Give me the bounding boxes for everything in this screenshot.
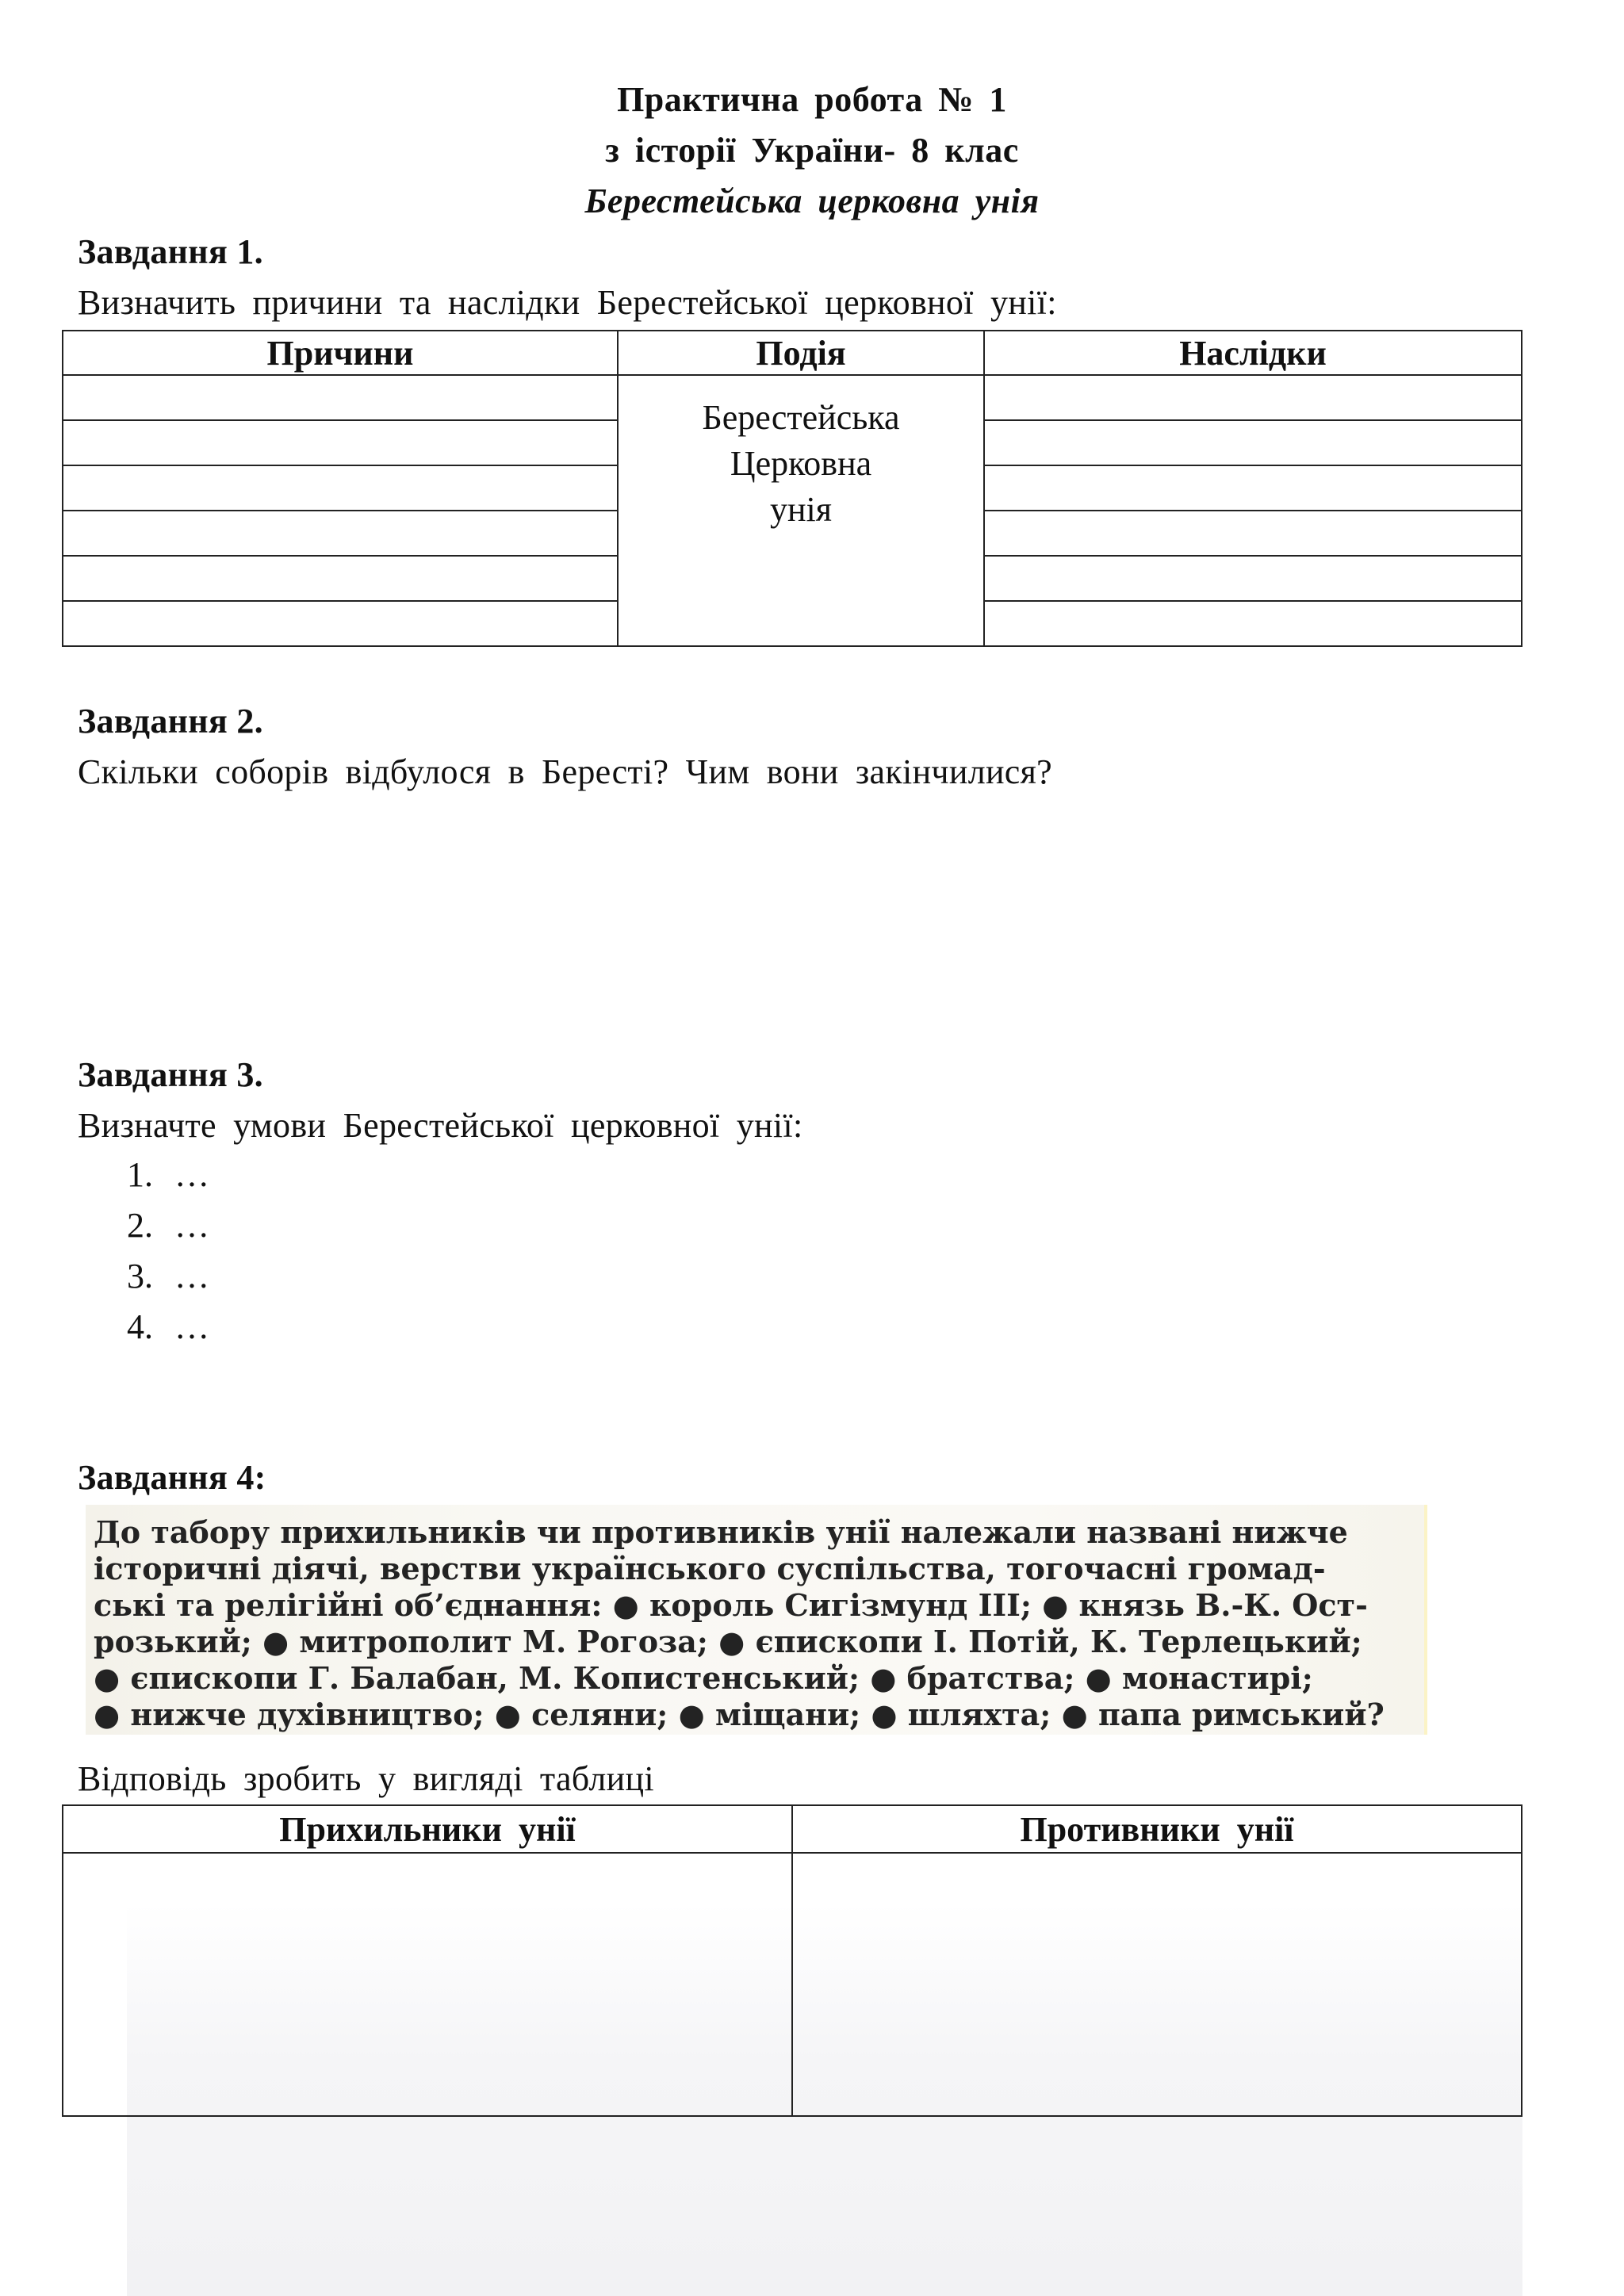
task4-heading: Завдання 4: (78, 1458, 266, 1497)
consequence-cell[interactable] (984, 556, 1522, 601)
supporters-opponents-table (62, 1804, 1522, 2117)
list-item: 3. … (127, 1257, 209, 1295)
list-item: 1. … (127, 1155, 209, 1194)
event-line: Берестейська (702, 398, 900, 437)
consequence-cell[interactable] (984, 420, 1522, 465)
task1-heading: Завдання 1. (78, 232, 263, 271)
event-line: унія (769, 490, 832, 529)
title-line-1: Практична робота № 1 (617, 80, 1007, 119)
excerpt-line: ● єпископи Г. Балабан, М. Копистенський; ● братства; ● монастирі; (94, 1660, 1313, 1696)
task3-prompt: Визначте умови Берестейської церковної унії: (78, 1106, 803, 1145)
event-line: Церковна (730, 444, 872, 483)
consequence-cell[interactable] (984, 511, 1522, 556)
causes-consequences-table (62, 330, 1522, 647)
task1-prompt: Визначить причини та наслідки Берестейської церковної унії: (78, 283, 1057, 322)
col-opponents: Противники унії (792, 1805, 1522, 1853)
title-line-2: з історії України- 8 клас (605, 131, 1019, 170)
scanned-textbook-excerpt (86, 1505, 1427, 1735)
list-item: 4. … (127, 1307, 209, 1346)
conditions-list (127, 1154, 209, 1357)
consequence-cell[interactable] (984, 375, 1522, 420)
cause-cell[interactable] (63, 420, 618, 465)
col-event: Подія (618, 331, 984, 375)
excerpt-line: історичні діячі, верстви українського суспільства, тогочасні громад- (94, 1551, 1326, 1586)
col-supporters: Прихильники унії (63, 1805, 792, 1853)
task2-question: Скільки соборів відбулося в Бересті? Чим вони закінчилися? (78, 752, 1052, 791)
excerpt-line: До табору прихильників чи противників унії належали названі нижче (94, 1514, 1348, 1550)
consequence-cell[interactable] (984, 465, 1522, 511)
event-cell (618, 375, 984, 646)
supporters-cell[interactable] (63, 1853, 792, 2116)
excerpt-line: ські та релігійні об’єднання: ● король Сигізмунд ІІІ; ● князь В.-К. Ост- (94, 1587, 1368, 1623)
excerpt-line: ● нижче духівництво; ● селяни; ● міщани; ● шляхта; ● папа римський? (94, 1697, 1385, 1732)
cause-cell[interactable] (63, 556, 618, 601)
cause-cell[interactable] (63, 465, 618, 511)
cause-cell[interactable] (63, 511, 618, 556)
excerpt-line: розький; ● митрополит М. Рогоза; ● єпископи І. Потій, К. Терлецький; (94, 1624, 1362, 1659)
task3-heading: Завдання 3. (78, 1055, 263, 1094)
col-causes: Причини (63, 331, 618, 375)
col-consequences: Наслідки (984, 331, 1522, 375)
cause-cell[interactable] (63, 601, 618, 646)
opponents-cell[interactable] (792, 1853, 1522, 2116)
task4-instruction: Відповідь зробить у вигляді таблиці (78, 1759, 654, 1798)
cause-cell[interactable] (63, 375, 618, 420)
consequence-cell[interactable] (984, 601, 1522, 646)
task2-heading: Завдання 2. (78, 702, 263, 740)
list-item: 2. … (127, 1206, 209, 1245)
title-line-3: Берестейська церковна унія (584, 182, 1040, 220)
